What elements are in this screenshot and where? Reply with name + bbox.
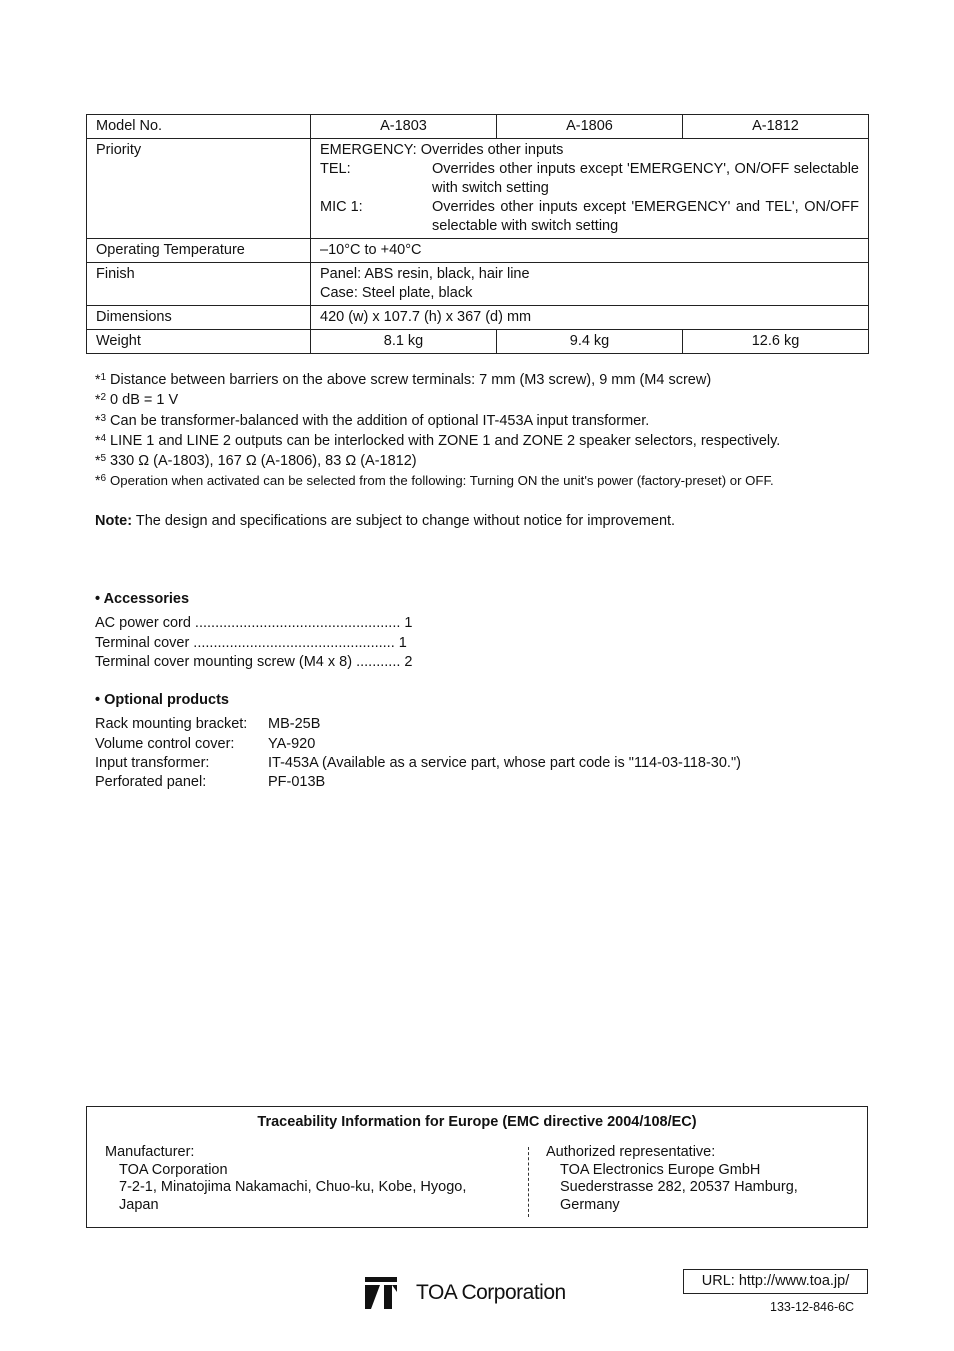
priority-text: Overrides other inputs except 'EMERGENCY' and TEL', ON/OFF selectable with switch setting	[432, 199, 859, 234]
weight-label: Weight	[87, 330, 311, 354]
weight-value: 8.1 kg	[311, 330, 497, 354]
footnote-number: 4	[100, 432, 107, 444]
representative-line: TOA Electronics Europe GmbH	[560, 1161, 761, 1178]
table-row	[87, 139, 869, 239]
representative-line: Germany	[560, 1196, 620, 1213]
accessories-section	[95, 590, 413, 672]
dimensions-label: Dimensions	[87, 306, 311, 330]
option-value: PF-013B	[268, 774, 326, 791]
table-row	[87, 115, 869, 139]
dimensions-value: 420 (w) x 107.7 (h) x 367 (d) mm	[311, 306, 869, 330]
model-no-label: Model No.	[87, 115, 311, 139]
list-item	[95, 735, 741, 754]
option-label: Input transformer:	[95, 754, 210, 771]
option-label: Volume control cover:	[95, 735, 235, 752]
priority-value	[311, 139, 869, 239]
option-label: Rack mounting bracket:	[95, 716, 248, 733]
note-label: Note:	[95, 513, 133, 529]
divider	[528, 1147, 529, 1217]
list-item: Terminal cover .................................................. 1	[95, 634, 407, 651]
list-item: AC power cord ................................................... 1	[95, 615, 413, 632]
list-item	[95, 754, 741, 773]
footnote-text: Operation when activated can be selected from the following: Turning ON the unit's power (factory-preset) or OFF.	[110, 473, 774, 489]
company-name: TOA Corporation	[416, 1281, 566, 1304]
note	[95, 513, 675, 529]
footnote-number: 3	[100, 412, 107, 424]
footnote-text: Distance between barriers on the above screw terminals: 7 mm (M3 screw), 9 mm (M4 screw)	[110, 372, 712, 388]
footnote: *$^3$ Can be transformer-balanced with the addition of optional IT-453A input transformer.	[95, 411, 650, 429]
weight-value: 12.6 kg	[683, 330, 869, 354]
option-value: YA-920	[268, 735, 316, 752]
priority-line	[320, 198, 859, 236]
finish-value	[311, 263, 869, 306]
table-row	[87, 330, 869, 354]
spec-table	[86, 114, 869, 354]
url-box: URL: http://www.toa.jp/	[683, 1269, 868, 1294]
representative-label: Authorized representative:	[546, 1144, 716, 1160]
option-value: IT-453A (Available as a service part, whose part code is "114-03-118-30.")	[268, 754, 741, 771]
manufacturer-line: TOA Corporation	[119, 1161, 228, 1178]
footnote-text: 0 dB = 1 V	[110, 392, 179, 409]
option-value: MB-25B	[268, 716, 321, 733]
representative-block	[546, 1144, 798, 1214]
footnote: *$^6$ Operation when activated can be selected from the following: Turning ON the unit's power (factory-preset) or OFF.	[95, 472, 774, 489]
footnote: *$^2$ 0 dB = 1 V	[95, 391, 179, 409]
footnote-number: 1	[100, 372, 107, 383]
toa-logo-icon	[364, 1276, 398, 1310]
manufacturer-block	[105, 1144, 466, 1214]
manufacturer-label: Manufacturer:	[105, 1144, 195, 1160]
optional-products-title: • Optional products	[95, 692, 229, 708]
manufacturer-line: Japan	[119, 1196, 159, 1213]
weight-value: 9.4 kg	[497, 330, 683, 354]
priority-text: Overrides other inputs except 'EMERGENCY', ON/OFF selectable with switch setting	[432, 161, 859, 196]
footnote-number: 5	[100, 453, 107, 465]
representative-line: Suederstrasse 282, 20537 Hamburg,	[560, 1179, 798, 1195]
company-logo	[364, 1276, 566, 1310]
option-label: Perforated panel:	[95, 774, 207, 791]
priority-line: EMERGENCY: Overrides other inputs	[320, 142, 564, 158]
finish-panel: Panel: ABS resin, black, hair line	[320, 266, 530, 282]
accessories-title: • Accessories	[95, 591, 190, 607]
table-row	[87, 306, 869, 330]
footnote-text: 330 Ω (A-1803), 167 Ω (A-1806), 83 Ω (A-1812)	[110, 453, 417, 470]
table-row	[87, 239, 869, 263]
optional-products-section	[95, 691, 741, 792]
document-code: 133-12-846-6C	[770, 1300, 855, 1314]
footnote-text: Can be transformer-balanced with the addition of optional IT-453A input transformer.	[110, 412, 650, 429]
footnote: *$^5$ 330 Ω (A-1803), 167 Ω (A-1806), 83 Ω (A-1812)	[95, 452, 417, 470]
priority-key: MIC 1:	[320, 199, 363, 215]
note-text: The design and specifications are subject to change without notice for improvement.	[135, 513, 676, 529]
traceability-title: Traceability Information for Europe (EMC directive 2004/108/EC)	[257, 1114, 697, 1130]
priority-key: TEL:	[320, 161, 351, 177]
list-item: Terminal cover mounting screw (M4 x 8) ........... 2	[95, 653, 413, 670]
model-no-value: A-1803	[311, 115, 497, 139]
operating-temperature-value: –10°C to +40°C	[311, 239, 869, 263]
priority-label: Priority	[87, 139, 311, 239]
operating-temperature-label: Operating Temperature	[87, 239, 311, 263]
priority-line	[320, 160, 859, 198]
model-no-value: A-1812	[683, 115, 869, 139]
finish-label: Finish	[87, 263, 311, 306]
footnote-text: LINE 1 and LINE 2 outputs can be interlocked with ZONE 1 and ZONE 2 speaker selectors, respectively.	[110, 432, 781, 449]
table-row	[87, 263, 869, 306]
traceability-box	[86, 1106, 868, 1228]
manufacturer-line: 7-2-1, Minatojima Nakamachi, Chuo-ku, Kobe, Hyogo,	[119, 1179, 467, 1195]
footnote-number: 2	[100, 392, 107, 404]
list-item	[95, 773, 741, 792]
finish-case: Case: Steel plate, black	[320, 285, 473, 301]
list-item	[95, 715, 741, 734]
footnotes	[95, 370, 875, 492]
footnote: *$^1$ Distance between barriers on the above screw terminals: 7 mm (M3 screw), 9 mm (M4 screw)	[95, 371, 712, 388]
footnote-number: 6	[100, 473, 107, 485]
footnote: *$^4$ LINE 1 and LINE 2 outputs can be interlocked with ZONE 1 and ZONE 2 speaker selectors, respectively.	[95, 431, 781, 449]
model-no-value: A-1806	[497, 115, 683, 139]
